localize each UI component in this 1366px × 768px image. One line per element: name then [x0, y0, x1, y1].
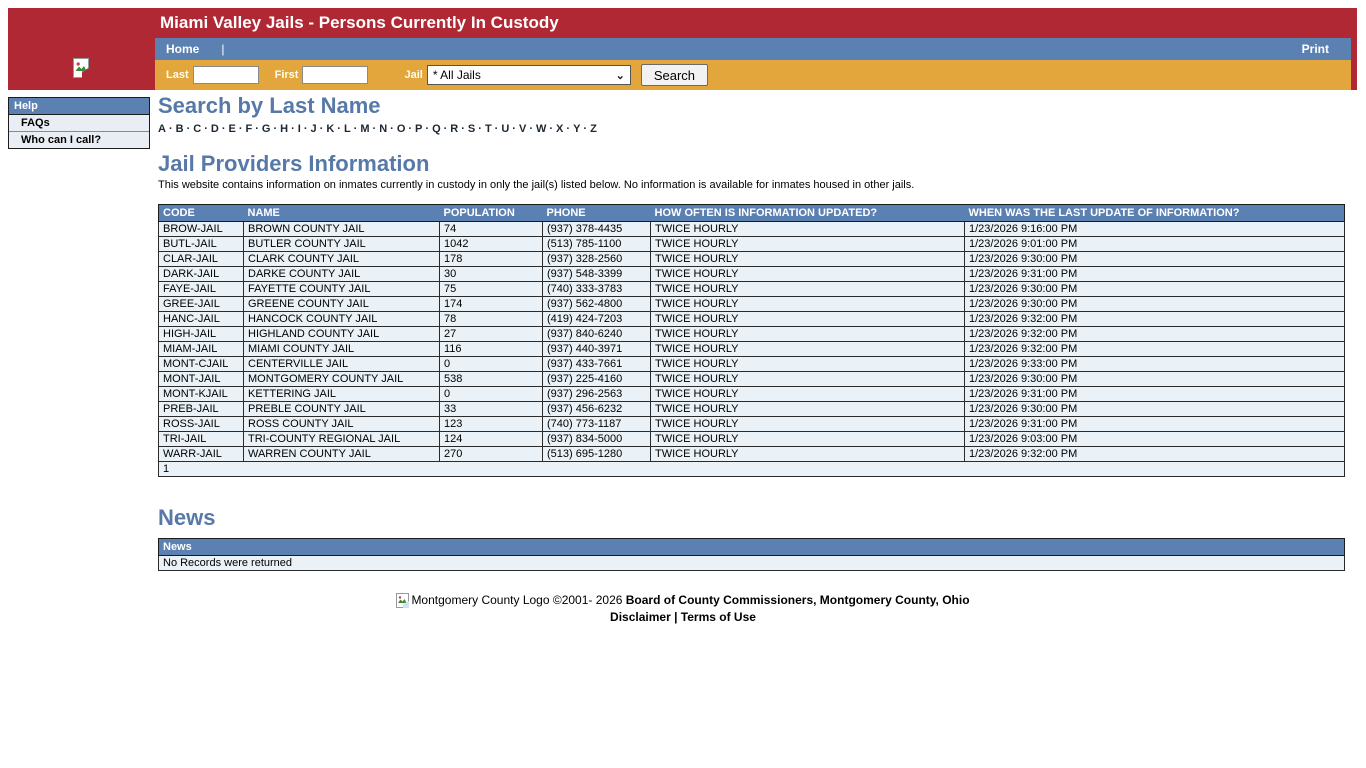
jail-table-cell: TWICE HOURLY	[651, 252, 965, 267]
jail-table-cell: PREB-JAIL	[159, 402, 244, 417]
jail-table-cell: 123	[440, 417, 543, 432]
alphabet-separator: ·	[583, 123, 588, 136]
jail-table-cell: HANC-JAIL	[159, 312, 244, 327]
jail-providers-description: This website contains information on inmates currently in custody in only the jail(s) listed below. No information is available for inmates housed in other jails.	[158, 179, 915, 192]
jail-table-cell: 1/23/2026 9:01:00 PM	[965, 237, 1345, 252]
alphabet-separator: ·	[390, 123, 394, 136]
alphabet-link-Q[interactable]: Q	[432, 123, 441, 136]
pager-page-1[interactable]: 1	[159, 462, 1345, 477]
main-content	[158, 94, 1345, 571]
jail-table-cell: 270	[440, 447, 543, 462]
alphabet-separator: ·	[372, 123, 377, 136]
alphabet-link-V[interactable]: V	[518, 123, 527, 136]
jail-table-row	[159, 342, 1345, 357]
jail-table-cell: MIAM-JAIL	[159, 342, 244, 357]
jail-table-cell: TWICE HOURLY	[651, 222, 965, 237]
jail-table-cell: 1/23/2026 9:30:00 PM	[965, 252, 1345, 267]
alphabet-separator: ·	[478, 123, 482, 136]
jail-table-cell: 538	[440, 372, 543, 387]
jail-table-cell: TWICE HOURLY	[651, 282, 965, 297]
jail-table-cell: TWICE HOURLY	[651, 402, 965, 417]
alphabet-link-D[interactable]: D	[210, 123, 219, 136]
jail-table-cell: 1/23/2026 9:32:00 PM	[965, 342, 1345, 357]
jail-table-cell: (740) 333-3783	[543, 282, 651, 297]
jail-table-body	[159, 222, 1345, 462]
jail-table-column-header: PHONE	[543, 205, 651, 222]
page-footer	[0, 593, 1366, 624]
jail-table-cell: (937) 440-3971	[543, 342, 651, 357]
jail-table-cell: 27	[440, 327, 543, 342]
jail-table-cell: (513) 785-1100	[543, 237, 651, 252]
alphabet-separator: ·	[303, 123, 308, 136]
footer-links	[0, 610, 1366, 624]
jail-table-row	[159, 237, 1345, 252]
jail-table-cell: FAYETTE COUNTY JAIL	[244, 282, 440, 297]
alphabet-separator: ·	[461, 123, 465, 136]
jail-table-pager-row	[159, 462, 1345, 477]
jail-table-cell: (937) 225-4160	[543, 372, 651, 387]
jail-table-cell: 1/23/2026 9:32:00 PM	[965, 312, 1345, 327]
jail-table-cell: MONTGOMERY COUNTY JAIL	[244, 372, 440, 387]
jail-table-row	[159, 282, 1345, 297]
alphabet-link-E[interactable]: E	[228, 123, 236, 136]
nav-home-link[interactable]: Home	[166, 42, 200, 56]
jail-label: Jail	[404, 69, 423, 81]
jail-table-cell: 116	[440, 342, 543, 357]
jail-table-cell: WARR-JAIL	[159, 447, 244, 462]
news-empty-message: No Records were returned	[159, 555, 1345, 570]
jail-table-cell: 1/23/2026 9:33:00 PM	[965, 357, 1345, 372]
jail-table-cell: (937) 548-3399	[543, 267, 651, 282]
jail-table-cell: (740) 773-1187	[543, 417, 651, 432]
jail-table-cell: MIAMI COUNTY JAIL	[244, 342, 440, 357]
jail-table-cell: 1/23/2026 9:03:00 PM	[965, 432, 1345, 447]
jail-table-cell: (937) 840-6240	[543, 327, 651, 342]
jail-table-cell: 1042	[440, 237, 543, 252]
jail-table-row	[159, 222, 1345, 237]
jail-table-cell: TRI-COUNTY REGIONAL JAIL	[244, 432, 440, 447]
alphabet-separator: ·	[566, 123, 571, 136]
jail-table-cell: TWICE HOURLY	[651, 372, 965, 387]
disclaimer-link[interactable]: Disclaimer	[610, 610, 671, 625]
jail-table-row	[159, 297, 1345, 312]
jail-table-header-row	[159, 205, 1345, 222]
jail-table-cell: (937) 378-4435	[543, 222, 651, 237]
jail-table-cell: (419) 424-7203	[543, 312, 651, 327]
jail-providers-heading: Jail Providers Information	[158, 151, 430, 177]
jail-table-cell: MONT-JAIL	[159, 372, 244, 387]
footer-logo-alt-text: Montgomery County Logo	[411, 593, 550, 607]
jail-table-cell: (937) 834-5000	[543, 432, 651, 447]
news-heading: News	[158, 505, 216, 531]
jail-table-cell: 75	[440, 282, 543, 297]
jail-table-column-header: WHEN WAS THE LAST UPDATE OF INFORMATION?	[965, 205, 1345, 222]
jail-table-cell: CENTERVILLE JAIL	[244, 357, 440, 372]
jail-table-cell: (937) 296-2563	[543, 387, 651, 402]
jail-table-cell: 1/23/2026 9:16:00 PM	[965, 222, 1345, 237]
jail-table-row	[159, 402, 1345, 417]
jail-table-cell: (937) 562-4800	[543, 297, 651, 312]
alphabet-separator: ·	[186, 123, 191, 136]
site-logo	[8, 42, 155, 94]
jail-table-cell: TWICE HOURLY	[651, 327, 965, 342]
jail-table-cell: GREENE COUNTY JAIL	[244, 297, 440, 312]
alphabet-link-N[interactable]: N	[379, 123, 388, 136]
alphabet-link-Y[interactable]: Y	[573, 123, 581, 136]
jail-select-value: * All Jails	[432, 68, 481, 82]
jail-table-cell: HIGHLAND COUNTY JAIL	[244, 327, 440, 342]
jail-table-cell: CLARK COUNTY JAIL	[244, 252, 440, 267]
jail-table-cell: 124	[440, 432, 543, 447]
jail-table-cell: KETTERING JAIL	[244, 387, 440, 402]
jail-table-cell: 1/23/2026 9:32:00 PM	[965, 327, 1345, 342]
alphabet-separator: ·	[443, 123, 448, 136]
alphabet-separator: ·	[549, 123, 554, 136]
footer-copyright-prefix: ©2001- 2026	[552, 593, 623, 607]
alphabet-link-F[interactable]: F	[245, 123, 253, 136]
alphabet-separator: ·	[319, 123, 324, 136]
jail-table-cell: (937) 328-2560	[543, 252, 651, 267]
alphabet-link-U[interactable]: U	[501, 123, 510, 136]
first-name-label: First	[274, 69, 299, 81]
alphabet-row	[158, 123, 1345, 135]
alphabet-link-I[interactable]: I	[297, 123, 301, 136]
jail-table-row	[159, 312, 1345, 327]
jail-table-column-header: POPULATION	[440, 205, 543, 222]
news-section	[158, 506, 1345, 570]
jail-table-cell: TWICE HOURLY	[651, 267, 965, 282]
jail-table-row	[159, 372, 1345, 387]
jail-table-cell: 1/23/2026 9:30:00 PM	[965, 282, 1345, 297]
jail-table-row	[159, 252, 1345, 267]
search-by-last-name-heading: Search by Last Name	[158, 93, 381, 118]
jail-table-cell: ROSS-JAIL	[159, 417, 244, 432]
jail-select[interactable]	[427, 65, 631, 85]
jail-table-cell: 30	[440, 267, 543, 282]
alphabet-link-R[interactable]: R	[450, 123, 459, 136]
alphabet-link-X[interactable]: X	[556, 123, 564, 136]
broken-image-icon	[73, 58, 89, 78]
alphabet-link-C[interactable]: C	[193, 123, 202, 136]
sidebar-item-who-can-i-call[interactable]: Who can I call?	[21, 134, 102, 146]
jail-table-row	[159, 357, 1345, 372]
alphabet-link-K[interactable]: K	[326, 123, 335, 136]
site-header	[8, 8, 1357, 90]
alphabet-separator: ·	[221, 123, 226, 136]
jail-providers-table	[158, 204, 1345, 477]
jail-table-row	[159, 267, 1345, 282]
jail-table-cell: BUTL-JAIL	[159, 237, 244, 252]
news-table	[158, 538, 1345, 571]
jail-table-cell: 174	[440, 297, 543, 312]
alphabet-link-P[interactable]: P	[415, 123, 423, 136]
jail-table-row	[159, 387, 1345, 402]
jail-table-cell: 1/23/2026 9:30:00 PM	[965, 402, 1345, 417]
jail-table-cell: (513) 695-1280	[543, 447, 651, 462]
last-name-label: Last	[166, 69, 189, 81]
nav-separator: |	[221, 42, 225, 56]
alphabet-link-M[interactable]: M	[360, 123, 370, 136]
jail-table-row	[159, 447, 1345, 462]
jail-table-cell: (937) 433-7661	[543, 357, 651, 372]
jail-table-cell: TWICE HOURLY	[651, 312, 965, 327]
jail-table-cell: 1/23/2026 9:30:00 PM	[965, 297, 1345, 312]
alphabet-link-A[interactable]: A	[158, 123, 166, 136]
jail-table-cell: TRI-JAIL	[159, 432, 244, 447]
jail-table-cell: BROW-JAIL	[159, 222, 244, 237]
sidebar-header-help: Help	[9, 98, 149, 115]
last-name-input[interactable]	[193, 66, 259, 84]
jail-table-cell: 1/23/2026 9:30:00 PM	[965, 372, 1345, 387]
jail-table-cell: TWICE HOURLY	[651, 342, 965, 357]
jail-table-cell: MONT-KJAIL	[159, 387, 244, 402]
jail-table-cell: GREE-JAIL	[159, 297, 244, 312]
jail-table-column-header: CODE	[159, 205, 244, 222]
jail-table-cell: 33	[440, 402, 543, 417]
alphabet-separator: ·	[512, 123, 516, 136]
alphabet-link-W[interactable]: W	[535, 123, 547, 136]
jail-table-cell: (937) 456-6232	[543, 402, 651, 417]
jail-table-cell: DARKE COUNTY JAIL	[244, 267, 440, 282]
alphabet-link-S[interactable]: S	[467, 123, 476, 136]
chevron-down-icon: ⌄	[615, 69, 625, 82]
jail-table-cell: TWICE HOURLY	[651, 237, 965, 252]
alphabet-separator: ·	[337, 123, 341, 136]
jail-table-cell: PREBLE COUNTY JAIL	[244, 402, 440, 417]
jail-table-cell: BUTLER COUNTY JAIL	[244, 237, 440, 252]
jail-table-row	[159, 432, 1345, 447]
search-button[interactable]: Search	[641, 64, 708, 86]
broken-image-icon	[396, 593, 409, 608]
jail-table-cell: BROWN COUNTY JAIL	[244, 222, 440, 237]
news-table-header: News	[159, 538, 1345, 555]
jail-table-cell: TWICE HOURLY	[651, 297, 965, 312]
jail-table-cell: HANCOCK COUNTY JAIL	[244, 312, 440, 327]
first-name-input[interactable]	[302, 66, 368, 84]
jail-table-cell: WARREN COUNTY JAIL	[244, 447, 440, 462]
jail-table-cell: TWICE HOURLY	[651, 357, 965, 372]
jail-table-cell: TWICE HOURLY	[651, 432, 965, 447]
alphabet-separator: ·	[408, 123, 413, 136]
jail-table-column-header: NAME	[244, 205, 440, 222]
jail-table-cell: CLAR-JAIL	[159, 252, 244, 267]
alphabet-link-J[interactable]: J	[310, 123, 317, 136]
nav-bar	[155, 38, 1351, 60]
jail-table-cell: 0	[440, 387, 543, 402]
alphabet-link-T[interactable]: T	[484, 123, 492, 136]
alphabet-link-L[interactable]: L	[343, 123, 351, 136]
jail-table-cell: 1/23/2026 9:32:00 PM	[965, 447, 1345, 462]
alphabet-link-G[interactable]: G	[261, 123, 271, 136]
jail-table-row	[159, 327, 1345, 342]
alphabet-separator: ·	[529, 123, 533, 136]
alphabet-separator: ·	[494, 123, 499, 136]
page-title: Miami Valley Jails - Persons Currently In Custody	[160, 13, 559, 32]
footer-copyright-owner: Board of County Commissioners, Montgomery County, Ohio	[625, 593, 970, 607]
footer-link-separator: |	[674, 610, 678, 625]
jail-table-cell: 0	[440, 357, 543, 372]
jail-table-cell: 1/23/2026 9:31:00 PM	[965, 387, 1345, 402]
alphabet-separator: ·	[425, 123, 430, 136]
jail-table-cell: TWICE HOURLY	[651, 417, 965, 432]
jail-table-column-header: HOW OFTEN IS INFORMATION UPDATED?	[651, 205, 965, 222]
jail-table-row	[159, 417, 1345, 432]
jail-table-cell: DARK-JAIL	[159, 267, 244, 282]
terms-of-use-link[interactable]: Terms of Use	[680, 610, 756, 625]
alphabet-link-O[interactable]: O	[396, 123, 406, 136]
alphabet-separator: ·	[353, 123, 358, 136]
alphabet-separator: ·	[255, 123, 259, 136]
search-bar	[155, 60, 1351, 90]
alphabet-separator: ·	[204, 123, 208, 136]
alphabet-separator: ·	[273, 123, 278, 136]
jail-table-cell: TWICE HOURLY	[651, 387, 965, 402]
alphabet-separator: ·	[291, 123, 295, 136]
jail-table-cell: HIGH-JAIL	[159, 327, 244, 342]
jail-table-cell: 78	[440, 312, 543, 327]
jail-table-cell: FAYE-JAIL	[159, 282, 244, 297]
jail-table-cell: 178	[440, 252, 543, 267]
alphabet-link-B[interactable]: B	[175, 123, 184, 136]
sidebar-item-faqs[interactable]: FAQs	[9, 115, 149, 132]
jail-table-cell: TWICE HOURLY	[651, 447, 965, 462]
jail-table-cell: MONT-CJAIL	[159, 357, 244, 372]
alphabet-separator: ·	[168, 123, 173, 136]
alphabet-link-H[interactable]: H	[280, 123, 289, 136]
jail-table-cell: 1/23/2026 9:31:00 PM	[965, 267, 1345, 282]
footer-copyright-line	[0, 593, 1366, 608]
jail-table-cell: 1/23/2026 9:31:00 PM	[965, 417, 1345, 432]
alphabet-separator: ·	[238, 123, 243, 136]
jail-table-cell: 74	[440, 222, 543, 237]
help-sidebar	[8, 97, 150, 149]
nav-print-link[interactable]: Print	[1301, 42, 1329, 56]
jail-table-cell: ROSS COUNTY JAIL	[244, 417, 440, 432]
alphabet-link-Z[interactable]: Z	[590, 123, 597, 136]
